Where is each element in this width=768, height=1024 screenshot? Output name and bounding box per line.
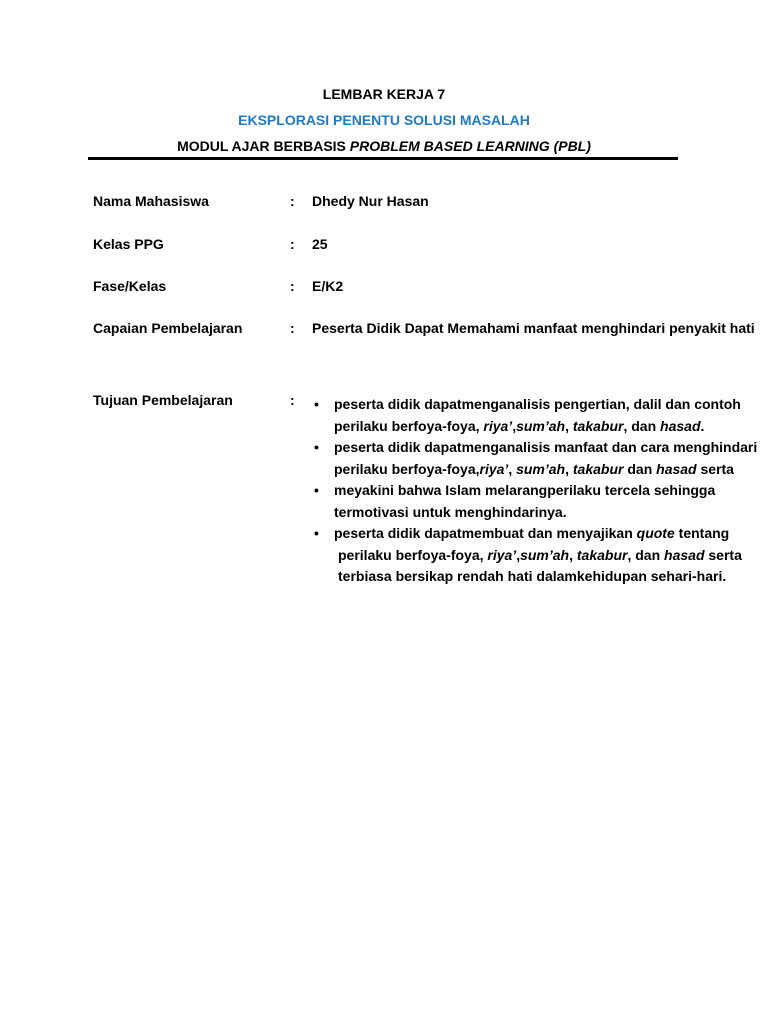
field-label: Nama Mahasiswa [93, 193, 209, 209]
header-divider [88, 157, 678, 160]
field-colon: : [290, 278, 295, 294]
goal-text: perilaku berfoya-foya, [334, 417, 484, 434]
bullet-icon: • [314, 439, 319, 455]
goal-term: riya’ [479, 460, 509, 477]
goal-text: , [512, 417, 517, 434]
bullet-icon: • [314, 482, 319, 498]
bullet-icon: • [314, 525, 319, 541]
goal-term: quote [636, 525, 675, 541]
field-colon: : [290, 193, 295, 209]
goals-list [312, 394, 758, 588]
goal-line: peserta didik dapatmenganalisis pengertian, dalil dan contoh [334, 396, 741, 412]
goal-item-1 [312, 394, 752, 437]
goal-text: serta [696, 460, 734, 477]
goal-term: sum’ah [516, 417, 566, 434]
goal-term: sum’ah [516, 460, 566, 477]
field-label: Fase/Kelas [93, 278, 167, 294]
goal-text: , [508, 460, 517, 477]
goal-line [334, 545, 752, 567]
module-subtitle [0, 138, 768, 154]
goal-term: riya’ [483, 417, 513, 434]
goal-text: tentang [674, 525, 730, 541]
goal-text: peserta didik dapatmembuat dan menyajikan [334, 525, 637, 541]
goal-line: terbiasa bersikap rendah hati dalamkehidupan sehari-hari. [338, 568, 727, 584]
field-colon: : [290, 236, 295, 252]
field-colon: : [290, 392, 295, 408]
goal-text: perilaku berfoya-foya, [338, 546, 488, 563]
goal-line [334, 416, 752, 438]
goal-line: meyakini bahwa Islam melarangperilaku tercela sehingga [334, 482, 716, 498]
goal-text: , [516, 546, 521, 563]
goal-line: termotivasi untuk menghindarinya. [334, 503, 567, 520]
goal-line [334, 459, 752, 481]
goal-term: sum’ah [520, 546, 570, 563]
field-label: Tujuan Pembelajaran [93, 392, 233, 408]
goal-line [334, 523, 752, 545]
goal-term: hasad [656, 460, 697, 477]
goal-text: , dan [623, 417, 661, 434]
module-subtitle-prefix: MODUL AJAR BERBASIS [177, 138, 350, 154]
goal-text: , [565, 417, 573, 434]
goal-text: , [565, 460, 573, 477]
goal-term: hasad [664, 546, 705, 563]
goal-text: perilaku berfoya-foya, [334, 460, 480, 477]
field-value: E/K2 [312, 278, 344, 294]
goal-line: peserta didik dapatmenganalisis manfaat dan cara menghindari [334, 439, 758, 455]
field-colon: : [290, 320, 295, 336]
worksheet-title: EKSPLORASI PENENTU SOLUSI MASALAH [238, 112, 530, 128]
goal-text: . [700, 417, 705, 434]
field-value: Dhedy Nur Hasan [312, 193, 429, 209]
bullet-icon: • [314, 396, 319, 412]
module-subtitle-italic: PROBLEM BASED LEARNING (PBL) [349, 138, 591, 154]
goal-text: dan [623, 460, 657, 477]
field-label: Kelas PPG [93, 236, 164, 252]
goal-term: takabur [572, 460, 624, 477]
goal-text: serta [704, 546, 742, 563]
field-value: Peserta Didik Dapat Memahami manfaat menghindari penyakit hati [312, 320, 755, 336]
goal-item-2 [312, 437, 758, 480]
field-value: 25 [312, 236, 328, 252]
goal-term: riya’ [487, 546, 517, 563]
goal-item-4 [312, 523, 752, 588]
field-label: Capaian Pembelajaran [93, 320, 243, 336]
goal-term: hasad [660, 417, 701, 434]
goal-text: , dan [627, 546, 665, 563]
goal-term: takabur [572, 417, 624, 434]
worksheet-number: LEMBAR KERJA 7 [322, 86, 446, 102]
goal-term: takabur [576, 546, 628, 563]
goal-text: , [569, 546, 577, 563]
goal-item-3 [312, 480, 752, 523]
